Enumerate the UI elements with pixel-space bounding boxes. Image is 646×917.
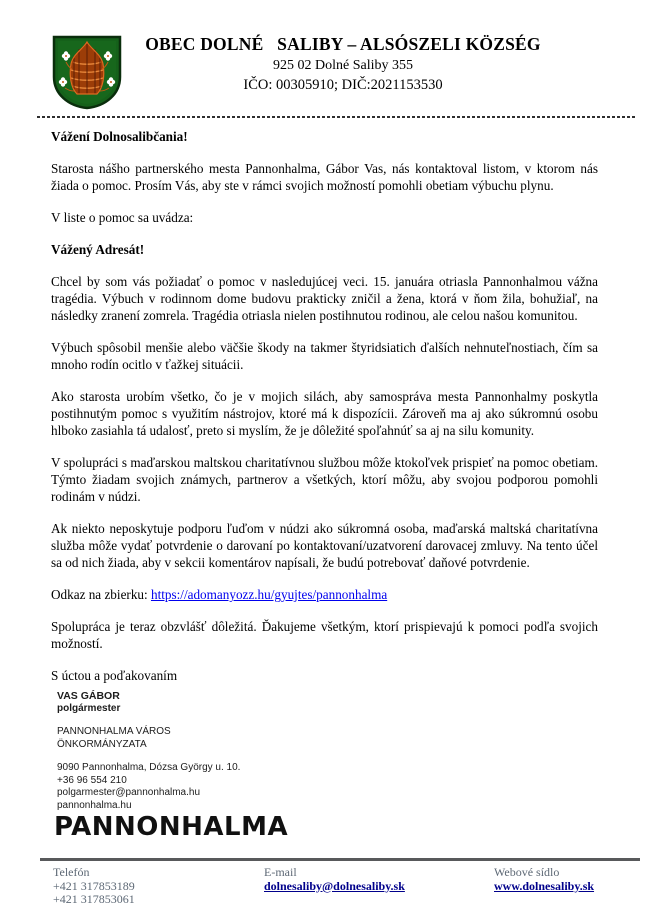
collection-link-label: Odkaz na zbierku: — [51, 587, 151, 602]
signer-email: polgarmester@pannonhalma.hu — [57, 787, 201, 798]
municipality-registration-ids: IČO: 00305910; DIČ:2021153530 — [243, 77, 443, 93]
footer-email-link[interactable]: dolnesaliby@dolnesaliby.sk — [264, 878, 405, 893]
paragraph-damage: Výbuch spôsobil menšie alebo väčšie škody na takmer štyridsiatich ďalších nehnuteľnostiach, čím sa mnoho rodín ocitlo v ťažkej situácii. — [51, 340, 598, 372]
signer-name: VAS GÁBOR — [57, 690, 120, 702]
signoff: S úctou a poďakovaním — [51, 668, 178, 683]
signer-website: pannonhalma.hu — [57, 799, 132, 811]
inner-salutation: Vážený Adresát! — [51, 242, 145, 257]
paragraph-intro: Starosta nášho partnerského mesta Pannonhalma, Gábor Vas, nás kontaktoval listom, v ktorom nás žiada o pomoc. Prosím Vás, aby ste v rámci svojich možností pomohli obetiam výbuchu plynu. — [51, 161, 598, 193]
footer-phone-column — [53, 866, 135, 907]
header-dashed-divider — [37, 116, 636, 118]
signer-role: polgármester — [57, 702, 121, 714]
footer-phone-2: +421 317853061 — [53, 892, 135, 906]
pannonhalma-logo: PANNONHALMA — [54, 812, 289, 842]
municipality-title: OBEC DOLNÉ SALIBY – ALSÓSZELI KÖZSÉG — [145, 34, 541, 54]
paragraph-lead-in: V liste o pomoc sa uvádza: — [51, 210, 194, 225]
paragraph-mayor-pledge: Ako starosta urobím všetko, čo je v mojich silách, aby samospráva mesta Pannonhalmy poskytla postihnutým pomoc s využitím nástrojov, ktoré má k dispozícii. Zároveň ma aj ako súkromnú osobu hlboko zasiahla tá udalosť, preto si myslím, že je dôležité spoľahnúť sa aj na silu komunity. — [51, 389, 598, 438]
footer-email-column — [264, 866, 405, 893]
footer-web-link[interactable]: www.dolnesaliby.sk — [494, 878, 595, 893]
footer-email-label: E-mail — [264, 865, 297, 879]
signer-org-line1: PANNONHALMA VÁROS — [57, 726, 171, 737]
signature-block — [57, 690, 240, 812]
paragraph-tax-receipt: Ak niekto neposkytuje podporu ľuďom v núdzi ako súkromná osoba, maďarská maltská charitatívna služba môže vydať potvrdenie o darovaní po kontaktovaní/uzatvorení darovacej zmluvy. Na tento účel sa od nich žiada, aby v sekcii komentárov napísali, že budú potrebovať daňové potvrdenie. — [51, 521, 598, 570]
letter-body — [51, 128, 598, 699]
letterhead — [120, 34, 566, 94]
footer-phone-1: +421 317853189 — [53, 878, 135, 893]
signer-org-line2: ÖNKORMÁNYZATA — [57, 738, 147, 750]
signer-phone: +36 96 554 210 — [57, 774, 127, 786]
municipality-address: 925 02 Dolné Saliby 355 — [273, 58, 413, 73]
paragraph-cooperation: Spolupráca je teraz obzvlášť dôležitá. Ďakujeme všetkým, ktorí prispievajú k pomoci podľa svojich možností. — [51, 619, 598, 651]
paragraph-charity: V spolupráci s maďarskou maltskou charitatívnou službou môže ktokoľvek prispieť na pomoc obetiam. Týmto žiadam svojich známych, partnerov a všetkých, ktorí môžu, aby svojou podporou pomohli rodinám v núdzi. — [51, 455, 598, 504]
footer-phone-label: Telefón — [53, 865, 90, 879]
footer-web-column — [494, 866, 594, 893]
municipal-coat-of-arms-icon — [50, 32, 124, 112]
signer-address: 9090 Pannonhalma, Dózsa György u. 10. — [57, 762, 241, 773]
salutation: Vážení Dolnosalibčania! — [51, 129, 188, 144]
collection-link-line — [51, 586, 598, 603]
paragraph-tragedy: Chcel by som vás požiadať o pomoc v nasledujúcej veci. 15. januára otriasla Pannonhalmou vážna tragédia. Výbuch v rodinnom dome budovu prakticky zničil a žena, ktorá v ňom žila, bohužiaľ, na následky zranení zomrela. Tragédia otriasla nielen postihnutou rodinou, ale celou našou komunitou. — [51, 274, 598, 323]
footer-divider — [40, 858, 640, 861]
footer-web-label: Webové sídlo — [494, 865, 560, 879]
collection-link[interactable]: https://adomanyozz.hu/gyujtes/pannonhalma — [150, 587, 388, 602]
